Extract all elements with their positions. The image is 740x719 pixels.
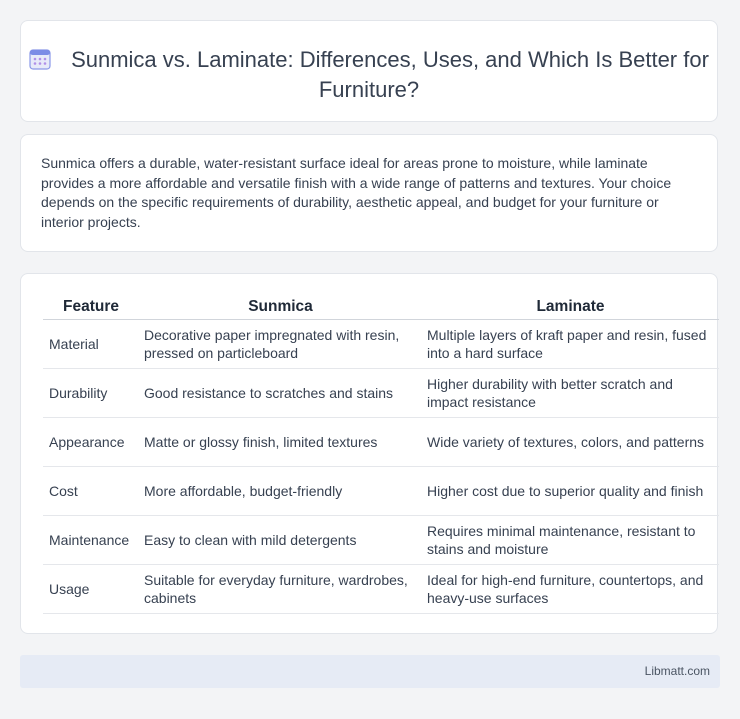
summary-card xyxy=(20,134,718,252)
header-sunmica: Sunmica xyxy=(139,296,422,320)
summary-text: Sunmica offers a durable, water-resistant surface ideal for areas prone to moisture, while laminate provides a more affordable and versatile finish with a wide range of patterns and textures. Your choice depends on the specific requirements of durability, aesthetic appeal, and budget for your furniture or interior projects. xyxy=(41,155,672,230)
table-row xyxy=(43,516,719,565)
laminate-cell: Requires minimal maintenance, resistant to stains and moisture xyxy=(422,516,719,565)
feature-cell: Durability xyxy=(43,369,139,418)
laminate-cell: Ideal for high-end furniture, countertops, and heavy-use surfaces xyxy=(422,565,719,614)
laminate-cell: Wide variety of textures, colors, and patterns xyxy=(422,418,719,467)
title-wrap xyxy=(21,45,717,105)
laminate-cell: Higher durability with better scratch and impact resistance xyxy=(422,369,719,418)
footer-site-link[interactable]: Libmatt.com xyxy=(644,664,710,678)
title-card xyxy=(20,20,718,122)
comparison-table xyxy=(43,296,719,614)
laminate-cell: Higher cost due to superior quality and finish xyxy=(422,467,719,516)
footer-bar xyxy=(20,655,720,688)
sunmica-cell: Matte or glossy finish, limited textures xyxy=(139,418,422,467)
sunmica-cell: Decorative paper impregnated with resin, pressed on particleboard xyxy=(139,320,422,369)
table-row xyxy=(43,320,719,369)
feature-cell: Appearance xyxy=(43,418,139,467)
calendar-icon xyxy=(29,48,51,70)
feature-cell: Material xyxy=(43,320,139,369)
table-header-row xyxy=(43,296,719,320)
sunmica-cell: Good resistance to scratches and stains xyxy=(139,369,422,418)
table-row xyxy=(43,369,719,418)
header-feature: Feature xyxy=(43,296,139,320)
feature-cell: Usage xyxy=(43,565,139,614)
sunmica-cell: Easy to clean with mild detergents xyxy=(139,516,422,565)
table-card xyxy=(20,273,718,634)
page-title: Sunmica vs. Laminate: Differences, Uses, and Which Is Better for Furniture? xyxy=(71,47,709,102)
header-laminate: Laminate xyxy=(422,296,719,320)
table-row xyxy=(43,565,719,614)
sunmica-cell: More affordable, budget-friendly xyxy=(139,467,422,516)
table-row xyxy=(43,467,719,516)
table-row xyxy=(43,418,719,467)
feature-cell: Maintenance xyxy=(43,516,139,565)
laminate-cell: Multiple layers of kraft paper and resin, fused into a hard surface xyxy=(422,320,719,369)
feature-cell: Cost xyxy=(43,467,139,516)
sunmica-cell: Suitable for everyday furniture, wardrobes, cabinets xyxy=(139,565,422,614)
